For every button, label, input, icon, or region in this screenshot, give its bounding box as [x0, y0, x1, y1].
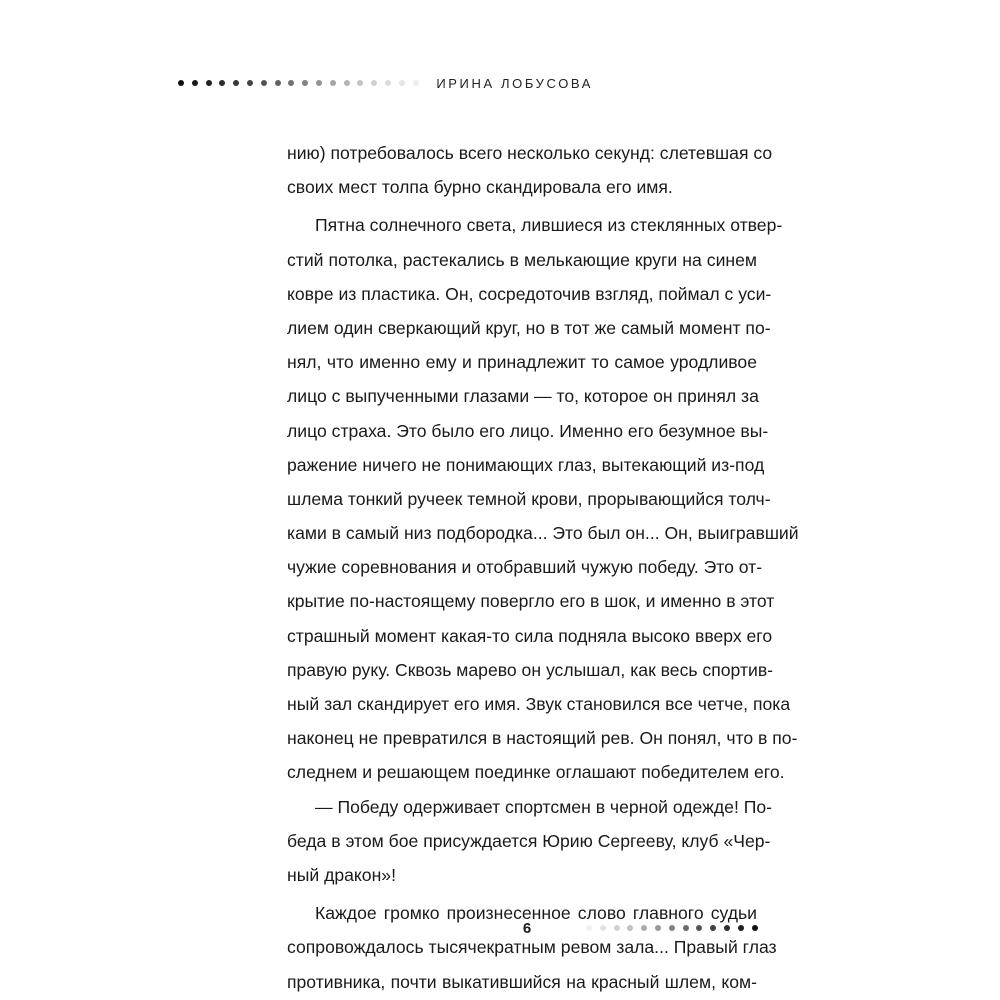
ornament-dot	[288, 80, 294, 86]
ornament-dot	[275, 80, 281, 86]
ornament-dot	[600, 925, 606, 931]
ornament-dot	[178, 80, 184, 86]
text-line: ками в самый низ подбородка... Это был он... Он, выигравший	[287, 523, 799, 544]
ornament-dot	[302, 80, 308, 86]
ornament-dot	[316, 80, 322, 86]
running-header	[178, 72, 593, 94]
ornament-dot	[586, 925, 592, 931]
ornament-dot	[413, 80, 419, 86]
text-line: страшный момент какая-то сила подняла высоко вверх его	[287, 625, 773, 646]
ornament-dot	[357, 80, 363, 86]
ornament-dot	[738, 925, 744, 931]
text-line: чужие соревнования и отобравший чужую победу. Это от-	[287, 557, 763, 578]
ornament-dot	[614, 925, 620, 931]
ornament-dot	[696, 925, 702, 931]
ornament-dot	[399, 80, 405, 86]
text-line: сопровождалось тысячекратным ревом зала... Правый глаз	[287, 937, 777, 958]
ornament-dot	[710, 925, 716, 931]
text-line: наконец не превратился в настоящий рев. Он понял, что в по-	[287, 728, 798, 749]
text-line: ный зал скандирует его имя. Звук становился все четче, пока	[287, 694, 791, 714]
ornament-dot	[385, 80, 391, 86]
text-line: стий потолка, растекались в мелькающие круги на синем	[287, 249, 757, 270]
text-line: своих мест толпа бурно скандировала его имя.	[287, 177, 673, 198]
page-number: 6	[522, 919, 532, 937]
author-name: ИРИНА ЛОБУСОВА	[436, 75, 594, 91]
text-line: — Победу одерживает спортсмен в черной одежде! По-	[315, 796, 773, 817]
text-line: Каждое громко произнесенное слово главного судьи	[315, 903, 757, 924]
ornament-dot	[752, 925, 758, 931]
text-line: нял, что именно ему и принадлежит то самое уродливое	[287, 352, 757, 373]
text-line: правую руку. Сквозь марево он услышал, как весь спортив-	[287, 659, 774, 680]
ornament-dot	[206, 80, 212, 86]
paragraph	[287, 790, 773, 893]
text-line: беда в этом бое присуждается Юрию Сергееву, клуб «Чер-	[287, 830, 771, 851]
paragraph	[287, 208, 799, 789]
text-line: шлема тонкий ручеек темной крови, прорывающийся толч-	[287, 488, 771, 509]
header-dot-ornament	[178, 80, 426, 86]
ornament-dot	[247, 80, 253, 86]
ornament-dot	[219, 80, 225, 86]
ornament-dot	[627, 925, 633, 931]
paragraph	[287, 896, 777, 999]
ornament-dot	[641, 925, 647, 931]
text-line: ковре из пластика. Он, сосредоточив взгляд, поймал с уси-	[287, 283, 772, 304]
ornament-dot	[683, 925, 689, 931]
text-line: нию) потребовалось всего несколько секунд: слетевшая со	[287, 143, 773, 163]
text-line: противника, почти выкатившийся на красный шлем, ком-	[287, 971, 757, 992]
text-line: лием один сверкающий круг, но в тот же самый момент по-	[287, 317, 771, 338]
ornament-dot	[724, 925, 730, 931]
body-text	[287, 136, 799, 999]
ornament-dot	[192, 80, 198, 86]
ornament-dot	[669, 925, 675, 931]
text-line: ражение ничего не понимающих глаз, вытекающий из-под	[287, 454, 765, 475]
ornament-dot	[330, 80, 336, 86]
ornament-dot	[344, 80, 350, 86]
text-line: лицо с выпученными глазами — то, которое он принял за	[287, 386, 759, 407]
ornament-dot	[655, 925, 661, 931]
ornament-dot	[261, 80, 267, 86]
text-line: лицо страха. Это было его лицо. Именно его безумное вы-	[287, 420, 769, 441]
text-line: крытие по-настоящему повергло его в шок, и именно в этот	[287, 591, 775, 612]
text-line: ный дракон»!	[287, 864, 396, 885]
ornament-dot	[233, 80, 239, 86]
text-line: следнем и решающем поединке оглашают победителем его.	[287, 762, 785, 783]
page-footer	[516, 917, 765, 939]
ornament-dot	[371, 80, 377, 86]
text-line: Пятна солнечного света, лившиеся из стеклянных отвер-	[315, 215, 783, 236]
paragraph	[287, 136, 773, 204]
